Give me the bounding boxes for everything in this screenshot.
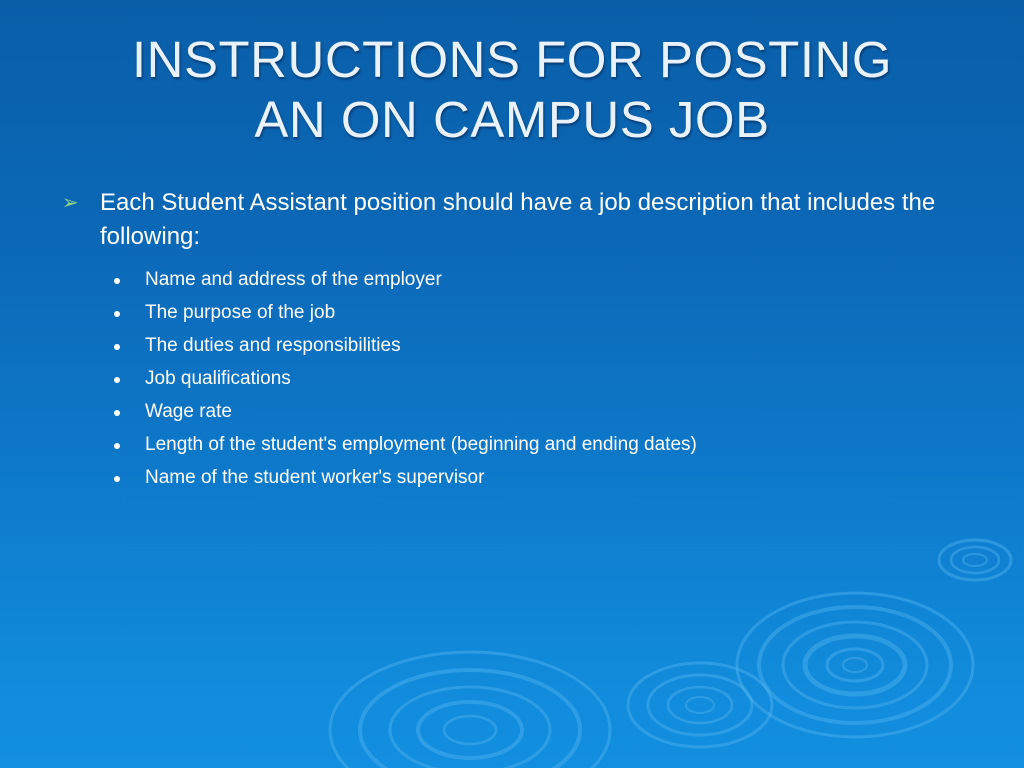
sub-bullet-text: The duties and responsibilities [145, 335, 401, 356]
sub-bullet-text: The purpose of the job [145, 302, 336, 323]
dot-bullet-icon [114, 476, 120, 482]
arrow-bullet-icon: ➢ [62, 192, 79, 214]
dot-bullet-icon [114, 443, 120, 449]
sub-bullet-item [60, 466, 960, 499]
ripple-medium-bottom [628, 663, 772, 747]
ripple-small-top-right [939, 540, 1011, 580]
sub-bullet-item [60, 268, 960, 301]
dot-bullet-icon [114, 344, 120, 350]
sub-bullet-item [60, 301, 960, 334]
slide-title [40, 30, 984, 150]
dot-bullet-icon [114, 377, 120, 383]
dot-bullet-icon [114, 410, 120, 416]
sub-bullet-text: Name of the student worker's supervisor [145, 467, 485, 488]
slide-body [60, 186, 960, 515]
main-bullet-text: Each Student Assistant position should have a job description that includes the following: [100, 189, 936, 250]
sub-bullet-list [60, 268, 960, 499]
sub-bullet-text: Wage rate [145, 401, 232, 422]
sub-bullet-item [60, 433, 960, 466]
ripple-large-right [737, 593, 973, 737]
sub-bullet-text: Job qualifications [145, 368, 291, 389]
sub-bullet-item [60, 334, 960, 367]
main-bullet [60, 186, 960, 254]
sub-bullet-item [60, 400, 960, 433]
dot-bullet-icon [114, 278, 120, 284]
slide-title-line-2: AN ON CAMPUS JOB [254, 91, 770, 148]
sub-bullet-text: Name and address of the employer [145, 269, 442, 290]
ripple-large-bottom-center [330, 652, 610, 768]
sub-bullet-item [60, 367, 960, 400]
slide-title-line-1: INSTRUCTIONS FOR POSTING [131, 31, 893, 88]
dot-bullet-icon [114, 311, 120, 317]
sub-bullet-text: Length of the student's employment (beginning and ending dates) [145, 434, 697, 455]
